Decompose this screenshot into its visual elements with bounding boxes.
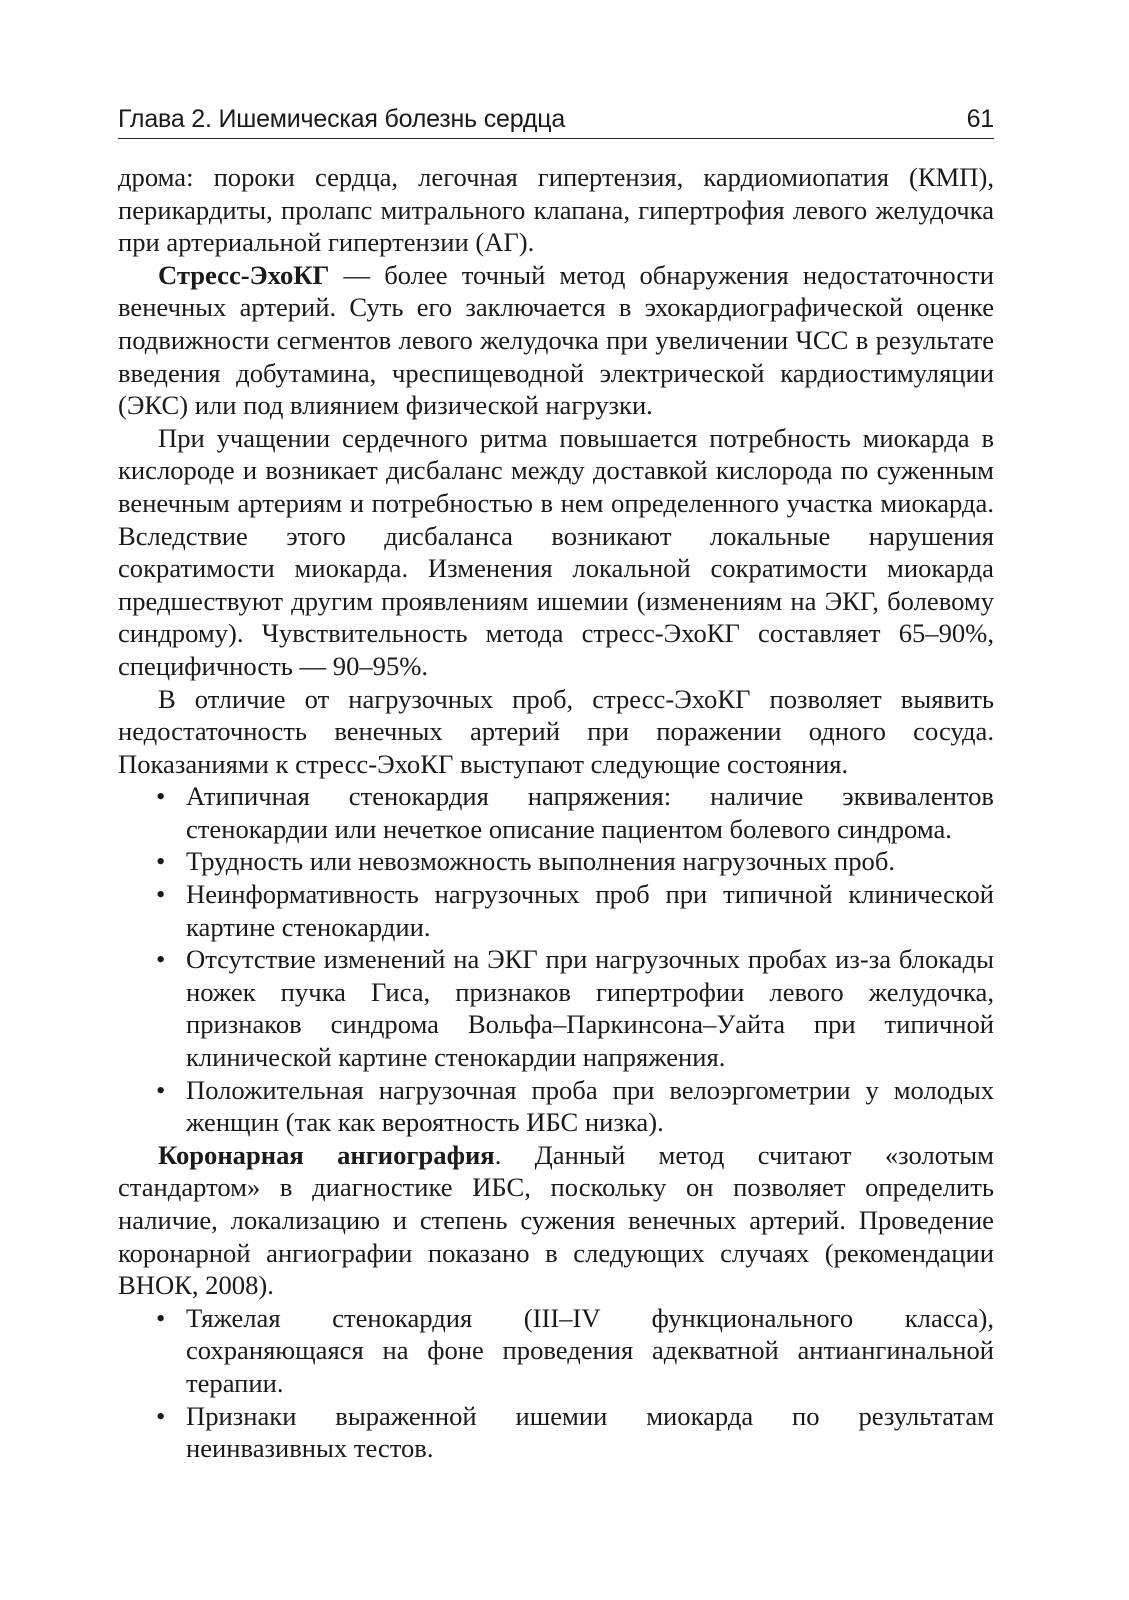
page-number: 61: [966, 105, 994, 133]
bullet-icon: •: [156, 1400, 166, 1431]
list-item-text: Признаки выраженной ишемии миокарда по результатам неинвазивных тестов.: [186, 1400, 994, 1464]
paragraph-mechanism: При учащении сердечного ритма повышается потребность миокарда в кислороде и возникает дисбаланс между доставкой кислорода по суженным венечным артериям и потребностью в нем определенного участка миокарда. Вследствие этого дисбаланса возникают локальные нарушения сократимости миокарда. Изменения локальной сократимости миокарда предшествуют другим проявлениям ишемии (изменениям на ЭКГ, болевому синдрому). Чувствительность метода стресс-ЭхоКГ составляет 65–90%, специфичность — 90–95%.: [118, 422, 994, 681]
list-item-text: Положительная нагрузочная проба при велоэргометрии у молодых женщин (так как вероятность ИБС низка).: [186, 1074, 994, 1138]
list-item-text: Тяжелая стенокардия (III–IV функционального класса), сохраняющаяся на фоне проведения адекватной антиангинальной терапии.: [186, 1302, 994, 1398]
bullet-icon: •: [156, 1074, 166, 1105]
list-item-text: Трудность или невозможность выполнения нагрузочных проб.: [186, 846, 895, 877]
list-item: [156, 878, 994, 943]
bullet-icon: •: [156, 944, 166, 975]
bullet-icon: •: [156, 879, 166, 910]
angiography-indications-list: [118, 1302, 994, 1465]
body-text: [118, 161, 994, 1465]
bullet-icon: •: [156, 1302, 166, 1333]
list-item: [156, 1302, 994, 1400]
list-item-text: Отсутствие изменений на ЭКГ при нагрузочных пробах из-за блокады ножек пучка Гиса, признаков гипертрофии левого желудочка, признаков синдрома Вольфа–Паркинсона–Уайта при типичной клинической картине стенокардии напряжения.: [186, 944, 994, 1073]
paragraph-indications-intro: В отличие от нагрузочных проб, стресс-ЭхоКГ позволяет выявить недостаточность венечных артерий при поражении одного сосуда. Показаниями к стресс-ЭхоКГ выступают следующие состояния.: [118, 683, 994, 779]
bullet-icon: •: [156, 781, 166, 812]
list-item-text: Атипичная стенокардия напряжения: наличие эквивалентов стенокардии или нечеткое описание пациентом болевого синдрома.: [186, 781, 994, 844]
list-item: [156, 845, 994, 878]
paragraph-stress-echo: [118, 259, 994, 422]
paragraph-angiography-text: . Данный метод считают «золотым стандартом» в диагностике ИБС, поскольку он позволяет определить наличие, локализацию и степень сужения венечных артерий. Проведение коронарной ангиографии показано в следующих случаях (рекомендации ВНОК, 2008).: [118, 1139, 995, 1301]
chapter-title: Глава 2. Ишемическая болезнь сердца: [118, 105, 566, 133]
indications-list: [118, 780, 994, 1139]
paragraph-continuation: дрома: пороки сердца, легочная гипертензия, кардиомиопатия (КМП), перикардиты, пролапс митрального клапана, гипертрофия левого желудочка при артериальной гипертензии (АГ).: [118, 162, 994, 258]
running-header: [118, 104, 994, 139]
paragraph-angiography: [118, 1139, 994, 1302]
term-angiography: Коронарная ангиография: [158, 1139, 495, 1170]
list-item: [156, 780, 994, 845]
paragraph-stress-echo-text: — более точный метод обнаружения недостаточности венечных артерий. Суть его заключается в эхокардиографической оценке подвижности сегментов левого желудочка при увеличении ЧСС в результате введения добутамина, чреспищеводной электрической кардиостимуляции (ЭКС) или под влиянием физической нагрузки.: [118, 259, 994, 421]
bullet-icon: •: [156, 846, 166, 877]
list-item-text: Неинформативность нагрузочных проб при типичной клинической картине стенокардии.: [186, 879, 994, 942]
list-item: [156, 943, 994, 1073]
list-item: [156, 1074, 994, 1139]
list-item: [156, 1400, 994, 1465]
term-stress-echo: Стресс-ЭхоКГ: [158, 259, 330, 290]
book-page: [118, 104, 994, 1465]
